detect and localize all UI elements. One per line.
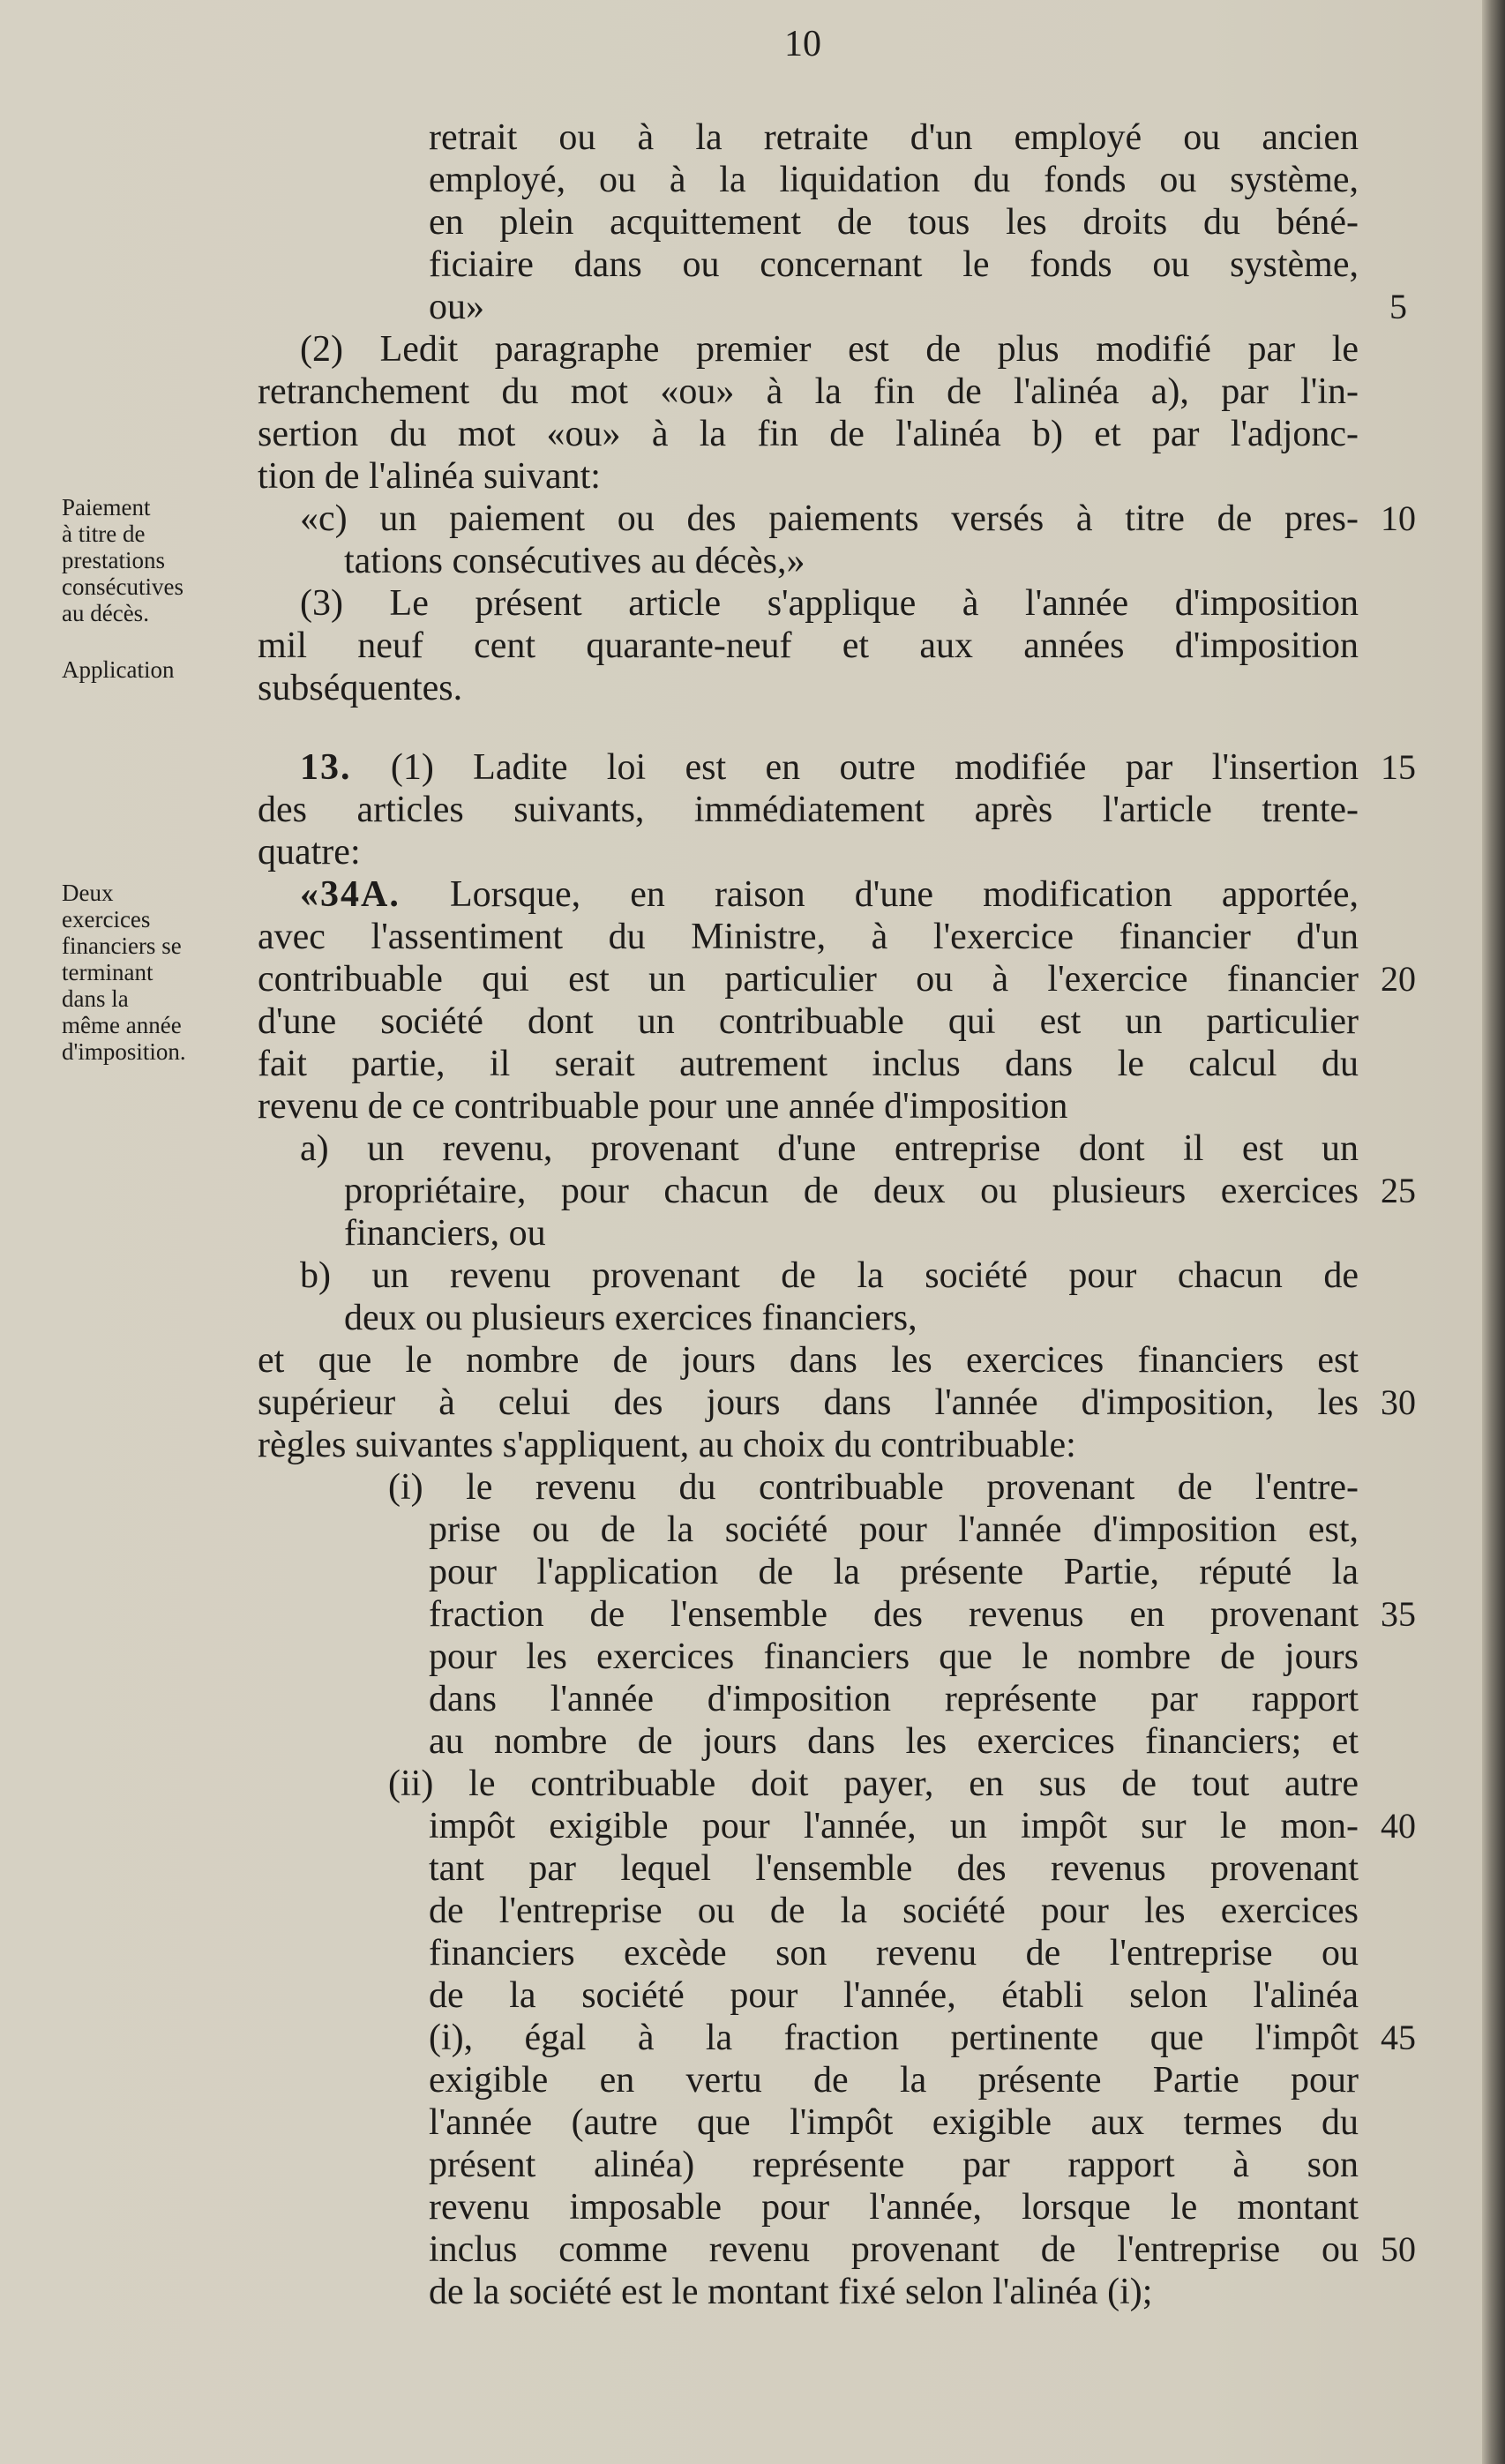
body-line: ou» xyxy=(429,287,484,327)
body-line: (ii) le contribuable doit payer, en sus de tout autre xyxy=(388,1764,1359,1804)
margin-note-line: au décès. xyxy=(62,600,149,626)
body-line: (i) le revenu du contribuable provenant de l'entre- xyxy=(388,1467,1359,1508)
body-line: prise ou de la société pour l'année d'imposition est, xyxy=(429,1509,1359,1550)
line-number: 25 xyxy=(1381,1171,1416,1210)
body-line: a) un revenu, provenant d'une entreprise dont il est un xyxy=(300,1128,1359,1169)
body-line: (3) Le présent article s'applique à l'année d'imposition xyxy=(300,583,1359,624)
body-line: de l'entreprise ou de la société pour les exercices xyxy=(429,1891,1359,1931)
body-line: «c) un paiement ou des paiements versés à titre de pres- xyxy=(300,498,1359,539)
body-line: subséquentes. xyxy=(258,668,463,708)
margin-note-paiement xyxy=(62,494,282,626)
body-line: présent alinéa) représente par rapport à son xyxy=(429,2145,1359,2185)
body-line: contribuable qui est un particulier ou à l'exercice financier xyxy=(258,959,1359,1000)
margin-note-line: exercices xyxy=(62,906,151,932)
line-number: 40 xyxy=(1381,1806,1416,1846)
body-line: des articles suivants, immédiatement après l'article trente- xyxy=(258,790,1359,830)
section-number: 13. xyxy=(300,747,352,788)
body-line: exigible en vertu de la présente Partie pour xyxy=(429,2060,1359,2101)
body-line-text: (1) Ladite loi est en outre modifiée par l'insertion xyxy=(351,747,1359,788)
body-line xyxy=(300,873,1359,916)
margin-note-line: à titre de xyxy=(62,521,146,547)
line-number: 50 xyxy=(1381,2229,1416,2269)
body-line xyxy=(300,746,1359,789)
body-line: supérieur à celui des jours dans l'année d'imposition, les xyxy=(258,1382,1359,1423)
body-line: (2) Ledit paragraphe premier est de plus modifié par le xyxy=(300,329,1359,370)
body-line: retranchement du mot «ou» à la fin de l'alinéa a), par l'in- xyxy=(258,371,1359,412)
body-line: de la société pour l'année, établi selon l'alinéa xyxy=(429,1975,1359,2016)
body-line: d'une société dont un contribuable qui est un particulier xyxy=(258,1001,1359,1042)
line-number: 5 xyxy=(1389,287,1407,326)
body-line: au nombre de jours dans les exercices financiers; et xyxy=(429,1721,1359,1762)
body-line: ficiaire dans ou concernant le fonds ou système, xyxy=(429,244,1359,285)
body-line: impôt exigible pour l'année, un impôt sur le mon- xyxy=(429,1806,1359,1846)
body-line: en plein acquittement de tous les droits du béné- xyxy=(429,202,1359,243)
body-line: revenu de ce contribuable pour une année d'imposition xyxy=(258,1086,1068,1127)
body-line: de la société est le montant fixé selon l'alinéa (i); xyxy=(429,2272,1153,2312)
line-number: 35 xyxy=(1381,1594,1416,1634)
body-line: inclus comme revenu provenant de l'entreprise ou xyxy=(429,2229,1359,2270)
body-line: tion de l'alinéa suivant: xyxy=(258,456,601,497)
body-line: b) un revenu provenant de la société pour chacun de xyxy=(300,1255,1359,1296)
margin-note-line: consécutives xyxy=(62,573,183,600)
line-number: 45 xyxy=(1381,2018,1416,2057)
line-number: 10 xyxy=(1381,498,1416,538)
margin-note-deux-exercices xyxy=(62,880,282,1065)
body-line-text: Lorsque, en raison d'une modification apportée, xyxy=(400,874,1359,915)
body-line: propriétaire, pour chacun de deux ou plusieurs exercices xyxy=(344,1171,1359,1211)
page-edge-shadow xyxy=(1482,0,1505,2464)
body-line: tations consécutives au décès,» xyxy=(344,541,805,581)
body-line: pour l'application de la présente Partie, réputé la xyxy=(429,1552,1359,1592)
page-number: 10 xyxy=(784,24,821,64)
body-line: quatre: xyxy=(258,832,361,873)
body-line: (i), égal à la fraction pertinente que l'impôt xyxy=(429,2018,1359,2058)
body-line: employé, ou à la liquidation du fonds ou système, xyxy=(429,160,1359,200)
line-number: 15 xyxy=(1381,747,1416,787)
body-line: financiers, ou xyxy=(344,1213,546,1254)
section-number: «34A. xyxy=(300,874,401,915)
margin-note-line: financiers se xyxy=(62,932,182,959)
body-line: l'année (autre que l'impôt exigible aux termes du xyxy=(429,2102,1359,2143)
body-line: financiers excède son revenu de l'entreprise ou xyxy=(429,1933,1359,1973)
body-line: et que le nombre de jours dans les exercices financiers est xyxy=(258,1340,1359,1381)
body-line: règles suivantes s'appliquent, au choix du contribuable: xyxy=(258,1425,1076,1465)
body-line: fait partie, il serait autrement inclus dans le calcul du xyxy=(258,1044,1359,1084)
body-line: retrait ou à la retraite d'un employé ou ancien xyxy=(429,117,1359,158)
margin-note-line: prestations xyxy=(62,547,165,573)
margin-note-line: dans la xyxy=(62,985,129,1012)
body-line: sertion du mot «ou» à la fin de l'alinéa b) et par l'adjonc- xyxy=(258,414,1359,454)
margin-note-line: terminant xyxy=(62,959,153,985)
body-line: fraction de l'ensemble des revenus en provenant xyxy=(429,1594,1359,1635)
body-line: deux ou plusieurs exercices financiers, xyxy=(344,1298,917,1338)
margin-note-application xyxy=(62,656,282,683)
line-number: 30 xyxy=(1381,1382,1416,1422)
margin-note-line: Application xyxy=(62,656,175,683)
body-line: revenu imposable pour l'année, lorsque le montant xyxy=(429,2187,1359,2228)
body-line: dans l'année d'imposition représente par rapport xyxy=(429,1679,1359,1719)
body-line: avec l'assentiment du Ministre, à l'exercice financier d'un xyxy=(258,917,1359,957)
margin-note-line: Paiement xyxy=(62,494,151,521)
margin-note-line: même année xyxy=(62,1012,182,1038)
line-number: 20 xyxy=(1381,959,1416,999)
body-line: mil neuf cent quarante-neuf et aux années d'imposition xyxy=(258,625,1359,666)
body-line: tant par lequel l'ensemble des revenus provenant xyxy=(429,1848,1359,1889)
margin-note-line: Deux xyxy=(62,880,114,906)
body-line: pour les exercices financiers que le nombre de jours xyxy=(429,1636,1359,1677)
margin-note-line: d'imposition. xyxy=(62,1038,186,1065)
